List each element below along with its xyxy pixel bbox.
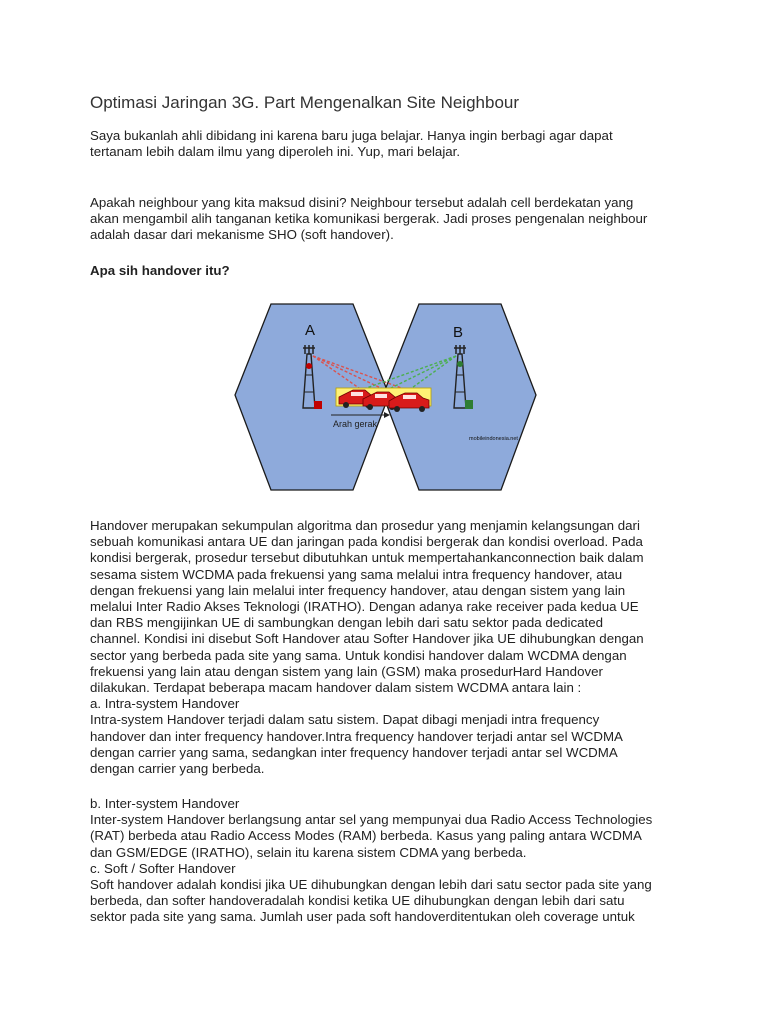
handover-types-paragraph [90, 796, 690, 926]
section-heading: Apa sih handover itu? [90, 263, 230, 278]
text-line: Intra-system Handover terjadi dalam satu sistem. Dapat dibagi menjadi intra frequency [90, 712, 600, 728]
text-line: sektor pada site yang sama. Jumlah user pada soft handoverditentukan oleh coverage untuk [90, 909, 635, 925]
page-title: Optimasi Jaringan 3G. Part Mengenalkan Site Neighbour [90, 93, 520, 112]
text-line: a. Intra-system Handover [90, 696, 240, 712]
text-line: sesama sistem WCDMA pada frekuensi yang sama melalui intra frequency handover, atau [90, 566, 623, 582]
watermark-text: mobileindonesia.net [469, 436, 518, 442]
text-line: (RAT) berbeda atau Radio Access Modes (RAM) berbeda. Kasus yang paling antara WCDMA [90, 828, 642, 844]
text-line: handover dan inter frequency handover.Intra frequency handover terjadi antar sel WCDMA [90, 728, 623, 744]
handover-diagram [233, 300, 538, 502]
text-line: akan mengambil alih tanganan ketika komunikasi bergerak. Jadi proses pengenalan neighbour [90, 211, 648, 227]
text-line: sebuah komunikasi antara UE dan jaringan pada kondisi bergerak dan kondisi overload. Pada [90, 534, 643, 550]
text-line: Soft handover adalah kondisi jika UE dihubungkan dengan lebih dari satu sector pada site yang [90, 877, 652, 893]
text-line: channel. Kondisi ini disebut Soft Handover atau Softer Handover jika UE dihubungkan dengan [90, 631, 644, 647]
text-line: kondisi bergerak, prosedur tersebut dibutuhkan untuk mempertahankanconnection baik dalam [90, 550, 644, 566]
cell-a-label: A [305, 322, 316, 339]
text-line: frekuensi yang lain atau dengan sistem yang lain (GSM) maka prosedurHard Handover [90, 663, 603, 679]
text-line: berbeda, dan softer handoveradalah kondisi ketika UE dihubungkan dengan lebih dari satu [90, 893, 625, 909]
text-line: sector yang berbeda pada site yang sama. Untuk kondisi handover dalam WCDMA dengan [90, 647, 627, 663]
text-line: dengan carrier yang berbeda. [90, 761, 265, 777]
text-line: dengan carrier yang sama, sedangkan inter frequency handover terjadi antar sel WCDMA [90, 744, 618, 760]
text-line: Handover merupakan sekumpulan algoritma dan prosedur yang menjamin kelangsungan dari [90, 518, 640, 533]
text-line: melalui Inter Radio Akses Teknologi (IRATHO). Dengan adanya rake receiver pada kedua UE [90, 599, 639, 615]
handover-paragraph [90, 518, 690, 777]
text-line: Apakah neighbour yang kita maksud disini? Neighbour tersebut adalah cell berdekatan yang [90, 195, 634, 210]
text-line: dilakukan. Terdapat beberapa macam handover dalam sistem WCDMA antara lain : [90, 680, 582, 696]
text-line: dengan frekuensi yang lain melalui inter frequency handover, atau dengan sistem yang lain [90, 582, 626, 598]
text-line: adalah dasar dari mekanisme SHO (soft handover). [90, 227, 394, 243]
intro-paragraph [90, 128, 690, 160]
neighbour-paragraph [90, 195, 690, 244]
direction-label: Arah gerak [333, 419, 378, 429]
cell-b-label: B [453, 324, 464, 341]
text-line: b. Inter-system Handover [90, 796, 240, 811]
text-line: dan GSM/EDGE (IRATHO), selain itu karena sistem CDMA yang berbeda. [90, 844, 527, 860]
text-line: tertanam lebih dalam ilmu yang diperoleh ini. Yup, mari belajar. [90, 144, 461, 160]
text-line: Saya bukanlah ahli dibidang ini karena baru juga belajar. Hanya ingin berbagi agar dapat [90, 128, 613, 143]
text-line: dan RBS mengijinkan UE di sambungkan dengan lebih dari satu sektor pada dedicated [90, 615, 604, 631]
text-line: Inter-system Handover berlangsung antar sel yang mempunyai dua Radio Access Technologies [90, 812, 653, 828]
text-line: c. Soft / Softer Handover [90, 860, 236, 876]
handover-diagram-svg [233, 300, 538, 502]
